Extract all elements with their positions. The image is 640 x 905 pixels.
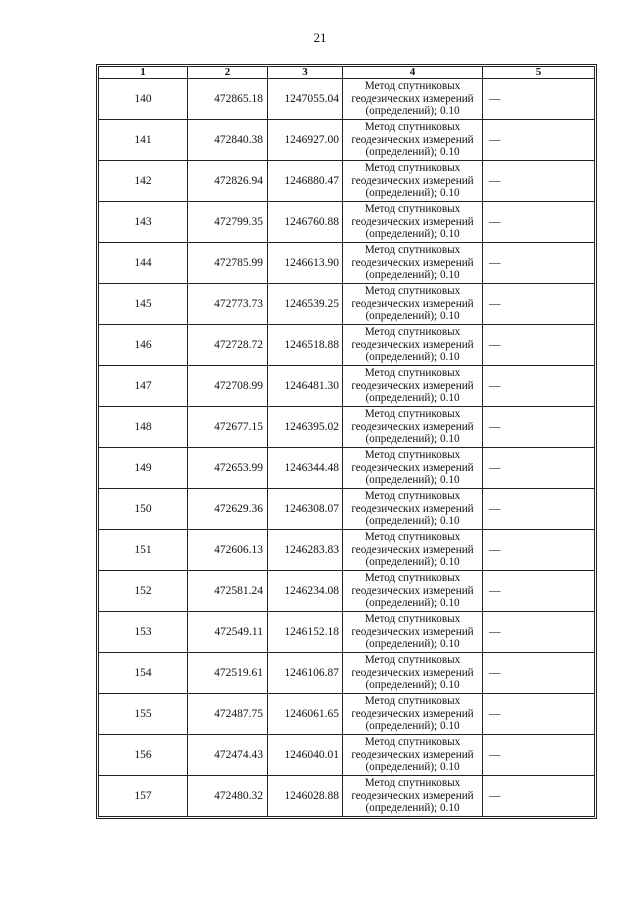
method-line: геодезических измерений — [351, 174, 474, 187]
method-line: геодезических измерений — [351, 379, 474, 392]
y-coordinate-cell: 1247055.04 — [268, 79, 343, 120]
description-cell: — — [483, 448, 595, 489]
method-line: Метод спутниковых — [364, 531, 461, 544]
x-coordinate-cell: 472474.43 — [188, 735, 268, 776]
method-line: геодезических измерений — [351, 92, 474, 105]
table-row — [99, 325, 595, 366]
coordinates-table-frame — [96, 64, 597, 819]
method-line: Метод спутниковых — [364, 203, 461, 216]
y-coordinate-cell: 1246234.08 — [268, 571, 343, 612]
method-cell — [343, 653, 483, 694]
description-cell: — — [483, 653, 595, 694]
point-number-cell: 144 — [99, 243, 188, 284]
column-header-5: 5 — [483, 67, 595, 79]
x-coordinate-cell: 472519.61 — [188, 653, 268, 694]
method-line: Метод спутниковых — [364, 244, 461, 257]
method-line: Метод спутниковых — [364, 654, 461, 667]
y-coordinate-cell: 1246308.07 — [268, 489, 343, 530]
table-row — [99, 448, 595, 489]
y-coordinate-cell: 1246283.83 — [268, 530, 343, 571]
method-line: (определений); 0.10 — [365, 679, 460, 692]
x-coordinate-cell: 472865.18 — [188, 79, 268, 120]
table-row — [99, 653, 595, 694]
method-line: Метод спутниковых — [364, 162, 461, 175]
description-cell: — — [483, 776, 595, 817]
method-line: геодезических измерений — [351, 461, 474, 474]
description-cell: — — [483, 243, 595, 284]
x-coordinate-cell: 472840.38 — [188, 120, 268, 161]
method-line: (определений); 0.10 — [365, 310, 460, 323]
description-cell: — — [483, 612, 595, 653]
y-coordinate-cell: 1246481.30 — [268, 366, 343, 407]
description-cell: — — [483, 530, 595, 571]
y-coordinate-cell: 1246613.90 — [268, 243, 343, 284]
method-line: геодезических измерений — [351, 666, 474, 679]
table-row — [99, 735, 595, 776]
column-header-2: 2 — [188, 67, 268, 79]
method-line: (определений); 0.10 — [365, 720, 460, 733]
x-coordinate-cell: 472487.75 — [188, 694, 268, 735]
description-cell: — — [483, 694, 595, 735]
method-line: геодезических измерений — [351, 543, 474, 556]
method-line: (определений); 0.10 — [365, 228, 460, 241]
page-number: 21 — [313, 30, 327, 45]
column-header-3: 3 — [268, 67, 343, 79]
description-cell: — — [483, 79, 595, 120]
description-cell: — — [483, 325, 595, 366]
y-coordinate-cell: 1246927.00 — [268, 120, 343, 161]
table-body — [99, 79, 595, 817]
point-number-cell: 142 — [99, 161, 188, 202]
method-line: (определений); 0.10 — [365, 802, 460, 815]
method-line: Метод спутниковых — [364, 695, 461, 708]
method-line: (определений); 0.10 — [365, 392, 460, 405]
column-header-4: 4 — [343, 67, 483, 79]
point-number-cell: 157 — [99, 776, 188, 817]
method-line: (определений); 0.10 — [365, 433, 460, 446]
method-cell — [343, 612, 483, 653]
description-cell: — — [483, 202, 595, 243]
method-line: Метод спутниковых — [364, 449, 461, 462]
method-line: геодезических измерений — [351, 584, 474, 597]
method-line: геодезических измерений — [351, 338, 474, 351]
method-line: (определений); 0.10 — [365, 146, 460, 159]
method-line: (определений); 0.10 — [365, 597, 460, 610]
method-line: (определений); 0.10 — [365, 761, 460, 774]
method-line: Метод спутниковых — [364, 736, 461, 749]
point-number-cell: 146 — [99, 325, 188, 366]
y-coordinate-cell: 1246106.87 — [268, 653, 343, 694]
method-cell — [343, 120, 483, 161]
method-line: геодезических измерений — [351, 215, 474, 228]
method-line: геодезических измерений — [351, 748, 474, 761]
method-line: геодезических измерений — [351, 133, 474, 146]
method-line: (определений); 0.10 — [365, 474, 460, 487]
point-number-cell: 141 — [99, 120, 188, 161]
method-line: (определений); 0.10 — [365, 351, 460, 364]
y-coordinate-cell: 1246880.47 — [268, 161, 343, 202]
method-line: (определений); 0.10 — [365, 105, 460, 118]
table-row — [99, 161, 595, 202]
column-header-1: 1 — [99, 67, 188, 79]
y-coordinate-cell: 1246061.65 — [268, 694, 343, 735]
description-cell: — — [483, 120, 595, 161]
x-coordinate-cell: 472773.73 — [188, 284, 268, 325]
method-cell — [343, 79, 483, 120]
method-cell — [343, 161, 483, 202]
point-number-cell: 148 — [99, 407, 188, 448]
description-cell: — — [483, 735, 595, 776]
x-coordinate-cell: 472799.35 — [188, 202, 268, 243]
method-cell — [343, 366, 483, 407]
table-row — [99, 366, 595, 407]
description-cell: — — [483, 407, 595, 448]
y-coordinate-cell: 1246040.01 — [268, 735, 343, 776]
method-line: Метод спутниковых — [364, 408, 461, 421]
method-cell — [343, 448, 483, 489]
point-number-cell: 147 — [99, 366, 188, 407]
y-coordinate-cell: 1246539.25 — [268, 284, 343, 325]
method-cell — [343, 530, 483, 571]
method-line: геодезических измерений — [351, 789, 474, 802]
point-number-cell: 156 — [99, 735, 188, 776]
x-coordinate-cell: 472549.11 — [188, 612, 268, 653]
point-number-cell: 154 — [99, 653, 188, 694]
x-coordinate-cell: 472480.32 — [188, 776, 268, 817]
table-row — [99, 202, 595, 243]
y-coordinate-cell: 1246152.18 — [268, 612, 343, 653]
table-row — [99, 571, 595, 612]
point-number-cell: 140 — [99, 79, 188, 120]
method-cell — [343, 735, 483, 776]
method-line: геодезических измерений — [351, 420, 474, 433]
method-line: геодезических измерений — [351, 625, 474, 638]
y-coordinate-cell: 1246518.88 — [268, 325, 343, 366]
point-number-cell: 151 — [99, 530, 188, 571]
point-number-cell: 153 — [99, 612, 188, 653]
method-line: Метод спутниковых — [364, 572, 461, 585]
method-line: Метод спутниковых — [364, 777, 461, 790]
table-row — [99, 243, 595, 284]
method-line: (определений); 0.10 — [365, 556, 460, 569]
method-line: геодезических измерений — [351, 297, 474, 310]
method-cell — [343, 694, 483, 735]
method-line: Метод спутниковых — [364, 613, 461, 626]
x-coordinate-cell: 472728.72 — [188, 325, 268, 366]
method-cell — [343, 776, 483, 817]
method-cell — [343, 489, 483, 530]
method-cell — [343, 571, 483, 612]
table-row — [99, 530, 595, 571]
point-number-cell: 145 — [99, 284, 188, 325]
y-coordinate-cell: 1246344.48 — [268, 448, 343, 489]
method-line: (определений); 0.10 — [365, 515, 460, 528]
description-cell: — — [483, 489, 595, 530]
point-number-cell: 155 — [99, 694, 188, 735]
method-line: (определений); 0.10 — [365, 638, 460, 651]
y-coordinate-cell: 1246028.88 — [268, 776, 343, 817]
x-coordinate-cell: 472653.99 — [188, 448, 268, 489]
table-row — [99, 284, 595, 325]
method-line: геодезических измерений — [351, 256, 474, 269]
x-coordinate-cell: 472677.15 — [188, 407, 268, 448]
table-header-row — [99, 67, 595, 79]
table-row — [99, 694, 595, 735]
method-line: Метод спутниковых — [364, 80, 461, 93]
description-cell: — — [483, 571, 595, 612]
method-line: (определений); 0.10 — [365, 187, 460, 200]
x-coordinate-cell: 472581.24 — [188, 571, 268, 612]
description-cell: — — [483, 161, 595, 202]
method-cell — [343, 202, 483, 243]
table-row — [99, 407, 595, 448]
y-coordinate-cell: 1246395.02 — [268, 407, 343, 448]
x-coordinate-cell: 472826.94 — [188, 161, 268, 202]
point-number-cell: 150 — [99, 489, 188, 530]
method-line: геодезических измерений — [351, 502, 474, 515]
method-line: Метод спутниковых — [364, 121, 461, 134]
table-row — [99, 776, 595, 817]
x-coordinate-cell: 472785.99 — [188, 243, 268, 284]
table-row — [99, 79, 595, 120]
coordinates-table — [98, 66, 595, 817]
method-line: Метод спутниковых — [364, 490, 461, 503]
method-line: Метод спутниковых — [364, 326, 461, 339]
y-coordinate-cell: 1246760.88 — [268, 202, 343, 243]
method-line: Метод спутниковых — [364, 367, 461, 380]
method-cell — [343, 243, 483, 284]
table-row — [99, 120, 595, 161]
point-number-cell: 143 — [99, 202, 188, 243]
table-row — [99, 612, 595, 653]
x-coordinate-cell: 472708.99 — [188, 366, 268, 407]
x-coordinate-cell: 472629.36 — [188, 489, 268, 530]
table-row — [99, 489, 595, 530]
method-line: Метод спутниковых — [364, 285, 461, 298]
method-cell — [343, 325, 483, 366]
description-cell: — — [483, 366, 595, 407]
point-number-cell: 152 — [99, 571, 188, 612]
method-line: (определений); 0.10 — [365, 269, 460, 282]
description-cell: — — [483, 284, 595, 325]
method-cell — [343, 284, 483, 325]
method-cell — [343, 407, 483, 448]
x-coordinate-cell: 472606.13 — [188, 530, 268, 571]
point-number-cell: 149 — [99, 448, 188, 489]
method-line: геодезических измерений — [351, 707, 474, 720]
